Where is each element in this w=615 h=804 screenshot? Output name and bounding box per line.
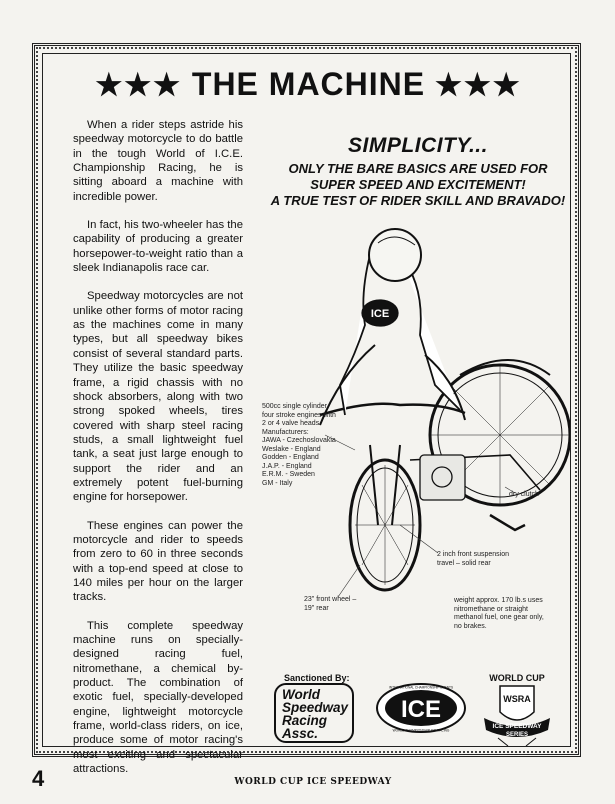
world-cup-text: WORLD CUP <box>489 673 545 683</box>
wsra-badge-text: WSRA <box>503 694 531 704</box>
headline-main: SIMPLICITY... <box>348 134 488 157</box>
world-cup-logo <box>478 672 556 750</box>
paragraph: When a rider steps astride his speedway motorcycle to do battle in the tough World of I.C.E. Championship Racing, he is sitting aboard a machine with incredible power. <box>73 119 243 203</box>
headline-block <box>268 134 568 209</box>
weight-label: weight approx. 170 lb.s uses nitromethane or straight methanol fuel, one gear only, no brakes. <box>454 597 544 630</box>
jersey-logo: ICE <box>370 308 390 320</box>
page-title <box>60 66 557 103</box>
page-number: 4 <box>32 766 45 791</box>
ice-ring-bottom: WORLD CHAMPIONSHIP ICE RACING <box>392 728 450 733</box>
ice-ring-top: INTERNATIONAL CHAMPIONSHIP EVENTS <box>388 685 454 690</box>
engine-spec-label: 500cc single cylinder four stroke engines with 2 or 4 valve heads Manufacturers: JAWA - Czechoslovakia Weslake - England Godden - England J.A.P. - England E.R.M. - Sweden GM - Italy <box>262 403 336 487</box>
stars-right: ★★★ <box>435 69 522 102</box>
sanctioned-by-text: Sanctioned By: <box>284 673 350 683</box>
dry-clutch-label: dry clutch <box>509 491 539 498</box>
article-column <box>73 118 243 790</box>
ice-logo-text: ICE <box>400 696 442 723</box>
ice-speedway-text: ICE SPEEDWAY <box>492 723 542 730</box>
series-text: SERIES <box>505 732 529 738</box>
wheel-size-label: 23" front wheel – 19" rear <box>304 596 357 612</box>
title-text: THE MACHINE <box>191 66 426 102</box>
paragraph: This complete speedway machine runs on specially-designed racing fuel, nitromethane, a chemical by-product. The combination of exotic fuel, specially-developed engine, lightweight motorcycle frame, world-class riders, on ice, produce some of motor racing's most exciting and spectacular attractions. <box>73 619 243 776</box>
headline-sub-1: ONLY THE BARE BASICS ARE USED FOR <box>288 161 548 176</box>
paragraph: In fact, his two-wheeler has the capability of producing a greater horsepower-to-weight ratio than a sleek Indianapolis race car. <box>73 219 243 275</box>
publication-footer: WORLD CUP ICE SPEEDWAY <box>234 777 392 787</box>
headline-sub-2: SUPER SPEED AND EXCITEMENT! <box>310 177 526 192</box>
paragraph: These engines can power the motorcycle and rider to speeds from zero to 60 in three seconds with a top-end speed at close to 140 miles per hour on the larger tracks. <box>73 519 243 604</box>
suspension-label: 2 inch front suspension travel – solid rear <box>437 551 509 567</box>
paragraph: Speedway motorcycles are not unlike other forms of motor racing as the machines come in many types, but all speedway bikes consist of several standard parts. They utilize the basic speedway frame, a rigid chassis with no shock absorbers, along with two strong spoked wheels, tires covered with sharp steel racing studs, a small lightweight fuel tank, a seat just large enough to support the rider and an extremely potent fuel-burning engine for horsepower. <box>73 290 243 504</box>
headline-sub-3: A TRUE TEST OF RIDER SKILL AND BRAVADO! <box>270 193 566 208</box>
wsra-logo: World Speedway Racing Assc. <box>274 683 354 743</box>
ice-logo <box>375 682 467 734</box>
stars-left: ★★★ <box>95 69 182 102</box>
